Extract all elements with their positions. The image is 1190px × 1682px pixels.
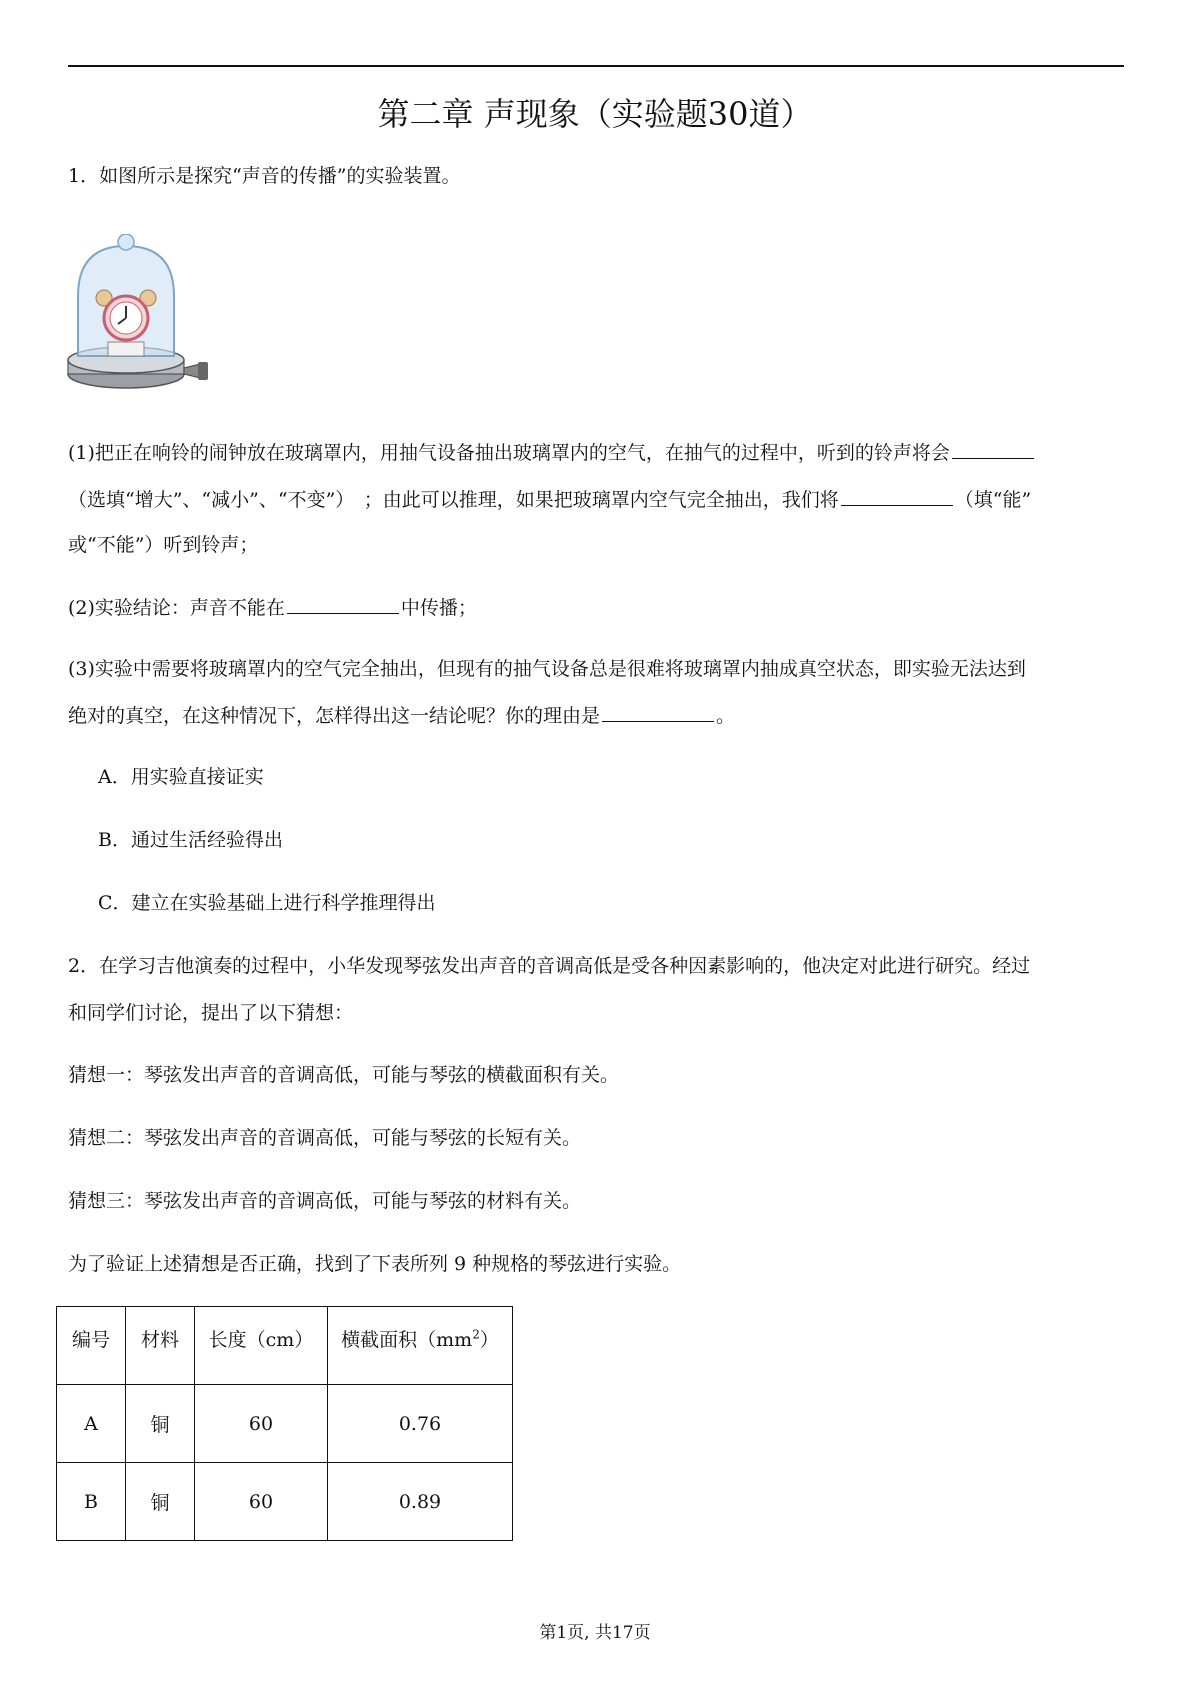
answer-blank-2[interactable] bbox=[841, 485, 953, 506]
q1-part2: (2)实验结论：声音不能在 中传播； bbox=[68, 593, 477, 622]
cell-length: 60 bbox=[195, 1463, 328, 1541]
option-c[interactable]: C．建立在实验基础上进行科学推理得出 bbox=[98, 892, 436, 914]
table-row bbox=[57, 1463, 513, 1541]
answer-blank-1[interactable] bbox=[952, 438, 1034, 459]
q2-guess-2: 猜想二：琴弦发出声音的音调高低，可能与琴弦的长短有关。 bbox=[68, 1127, 582, 1149]
q2-guess-1: 猜想一：琴弦发出声音的音调高低，可能与琴弦的横截面积有关。 bbox=[68, 1064, 620, 1086]
q1-part1-line3: 或“不能”）听到铃声； bbox=[68, 534, 259, 556]
header-rule bbox=[68, 65, 1124, 67]
page-title: 第二章 声现象（实验题30道） bbox=[377, 95, 813, 133]
q2-stem-line1: 2．在学习吉他演奏的过程中，小华发现琴弦发出声音的音调高低是受各种因素影响的，他决定对此进行研究。经过 bbox=[68, 955, 1031, 977]
header-id: 编号 bbox=[57, 1307, 126, 1385]
header-area: 横截面积$(mm^2)$ bbox=[328, 1307, 513, 1385]
q1-part3-line1: (3)实验中需要将玻璃罩内的空气完全抽出，但现有的抽气设备总是很难将玻璃罩内抽成真空状态，即实验无法达到 bbox=[68, 658, 1026, 680]
cell-length: 60 bbox=[195, 1385, 328, 1463]
cell-id: A bbox=[57, 1385, 126, 1463]
answer-blank-3[interactable] bbox=[287, 593, 399, 614]
header-length: 长度（cm） bbox=[195, 1307, 328, 1385]
q2-guess-3: 猜想三：琴弦发出声音的音调高低，可能与琴弦的材料有关。 bbox=[68, 1190, 582, 1212]
string-spec-table bbox=[56, 1306, 513, 1541]
option-b[interactable]: B．通过生活经验得出 bbox=[98, 829, 283, 851]
header-material: 材料 bbox=[126, 1307, 195, 1385]
cell-area: 0.89 bbox=[328, 1463, 513, 1541]
q1-stem: 1．如图所示是探究“声音的传播”的实验装置。 bbox=[68, 165, 461, 187]
cell-material: 铜 bbox=[126, 1385, 195, 1463]
q1-part1-line1: (1)把正在响铃的闹钟放在玻璃罩内，用抽气设备抽出玻璃罩内的空气，在抽气的过程中，听到的铃声将会 bbox=[68, 438, 1036, 467]
page-footer: 第1页, 共17页 bbox=[539, 1623, 651, 1643]
q1-part3-line2: 绝对的真空，在这种情况下，怎样得出这一结论呢？你的理由是 。 bbox=[68, 701, 735, 730]
cell-id: B bbox=[57, 1463, 126, 1541]
bell-jar-illustration bbox=[64, 234, 214, 404]
option-a[interactable]: A．用实验直接证实 bbox=[98, 766, 264, 788]
table-row bbox=[57, 1385, 513, 1463]
answer-blank-4[interactable] bbox=[602, 701, 714, 722]
cell-material: 铜 bbox=[126, 1463, 195, 1541]
cell-area: 0.76 bbox=[328, 1385, 513, 1463]
q2-table-intro: 为了验证上述猜想是否正确，找到了下表所列 9 种规格的琴弦进行实验。 bbox=[68, 1253, 682, 1275]
q1-part1-line2: （选填“增大”、“减小”、“不变”） ；由此可以推理，如果把玻璃罩内空气完全抽出，我们将 （填“能” bbox=[68, 485, 1031, 514]
q2-stem-line2: 和同学们讨论，提出了以下猜想： bbox=[68, 1002, 354, 1024]
table-header-row bbox=[57, 1307, 513, 1385]
